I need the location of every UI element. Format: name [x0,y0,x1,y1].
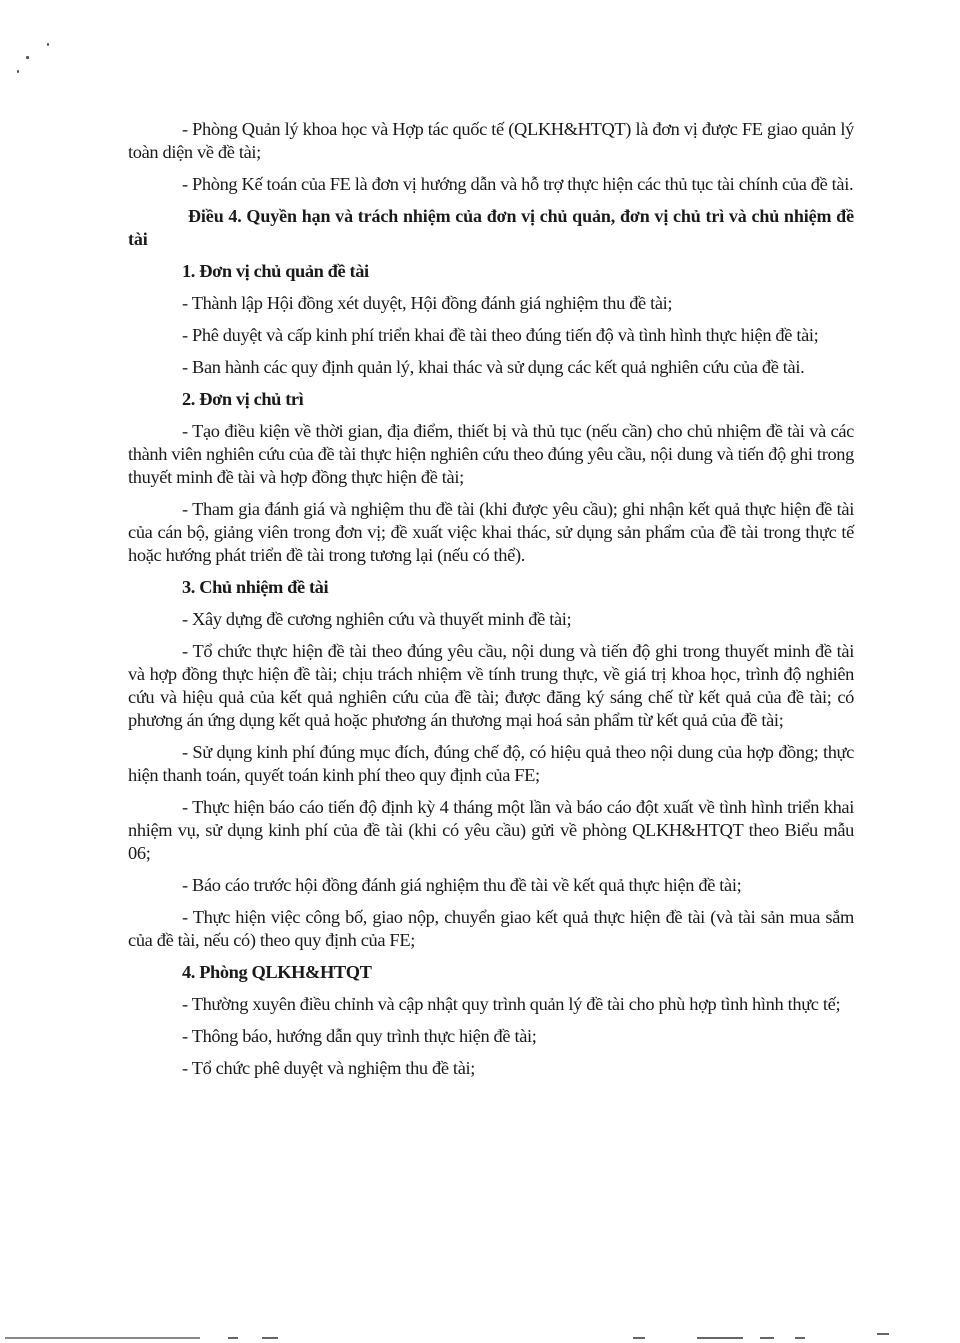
list-item: - Thành lập Hội đồng xét duyệt, Hội đồng đánh giá nghiệm thu đề tài; [182,293,673,313]
intro-paragraph: - Phòng Kế toán của FE là đơn vị hướng dẫn và hỗ trợ thực hiện các thủ tục tài chính của đề tài. [182,174,854,194]
list-item: - Ban hành các quy định quản lý, khai thác và sử dụng các kết quả nghiên cứu của đề tài. [182,357,805,377]
scan-edge-line [697,1337,743,1339]
list-item: - Thực hiện việc công bố, giao nộp, chuyển giao kết quả thực hiện đề tài (và tài sản mua sắm của đề tài, nếu có) theo quy định của FE; [128,907,854,950]
section-1 [128,260,854,379]
list-item: - Tổ chức phê duyệt và nghiệm thu đề tài; [182,1058,476,1078]
section-heading: 4. Phòng QLKH&HTQT [182,962,372,982]
scan-edge-line [228,1337,238,1339]
scan-edge-line [262,1337,278,1339]
list-item: - Thông báo, hướng dẫn quy trình thực hiện đề tài; [182,1026,537,1046]
list-item: - Tổ chức thực hiện đề tài theo đúng yêu cầu, nội dung và tiến độ ghi trong thuyết minh đề tài và hợp đồng thực hiện đề tài; chịu trách nhiệm về tính trung thực, về giá trị khoa học, trình độ nghiên cứu và hiệu quả của kết quả nghiên cứu của đề tài; được đăng ký sáng chế từ kết quả của đề tài; có phương án ứng dụng kết quả hoặc phương án thương mại hoá sản phẩm từ kết quả của đề tài; [128,641,854,730]
section-2 [128,388,854,567]
document-page [128,118,854,1089]
section-4 [128,961,854,1080]
scan-speck [26,56,29,59]
section-heading: 2. Đơn vị chủ trì [182,389,304,409]
scan-speck [17,70,19,73]
article-title: Điều 4. Quyền hạn và trách nhiệm của đơn vị chủ quản, đơn vị chủ trì và chủ nhiệm đề tài [128,206,854,249]
section-heading: 3. Chủ nhiệm đề tài [182,577,329,597]
section-heading: 1. Đơn vị chủ quản đề tài [182,261,369,281]
scan-edge-line [760,1337,774,1339]
list-item: - Sử dụng kinh phí đúng mục đích, đúng chế độ, có hiệu quả theo nội dung của hợp đồng; thực hiện thanh toán, quyết toán kinh phí theo quy định của FE; [128,742,854,785]
list-item: - Tham gia đánh giá và nghiệm thu đề tài (khi được yêu cầu); ghi nhận kết quả thực hiện đề tài của cán bộ, giảng viên trong đơn vị; đề xuất việc khai thác, sử dụng sản phẩm của đề tài trong thực tế hoặc hướng phát triển đề tài trong tương lại (nếu có thể). [128,499,854,565]
scan-edge-line [877,1333,889,1335]
scan-edge-line [633,1337,645,1339]
scan-edge-line [795,1337,805,1339]
list-item: - Xây dựng đề cương nghiên cứu và thuyết minh đề tài; [182,609,572,629]
list-item: - Tạo điều kiện về thời gian, địa điểm, thiết bị và thủ tục (nếu cần) cho chủ nhiệm đề tài và các thành viên nghiên cứu của đề tài thực hiện nghiên cứu theo đúng yêu cầu, nội dung và tiến độ ghi trong thuyết minh đề tài và hợp đồng thực hiện đề tài; [128,421,854,487]
scan-edge-line [5,1337,200,1339]
intro-paragraph: - Phòng Quản lý khoa học và Hợp tác quốc tế (QLKH&HTQT) là đơn vị được FE giao quản lý toàn diện về đề tài; [128,119,854,162]
list-item: - Báo cáo trước hội đồng đánh giá nghiệm thu đề tài về kết quả thực hiện đề tài; [182,875,742,895]
list-item: - Thường xuyên điều chỉnh và cập nhật quy trình quản lý đề tài cho phù hợp tình hình thực tế; [182,994,841,1014]
list-item: - Phê duyệt và cấp kinh phí triển khai đề tài theo đúng tiến độ và tình hình thực hiện đề tài; [182,325,819,345]
scan-speck [47,43,49,46]
list-item: - Thực hiện báo cáo tiến độ định kỳ 4 tháng một lần và báo cáo đột xuất về tình hình triển khai nhiệm vụ, sử dụng kinh phí của đề tài (khi có yêu cầu) gửi về phòng QLKH&HTQT theo Biểu mẫu 06; [128,797,854,863]
section-3 [128,576,854,952]
